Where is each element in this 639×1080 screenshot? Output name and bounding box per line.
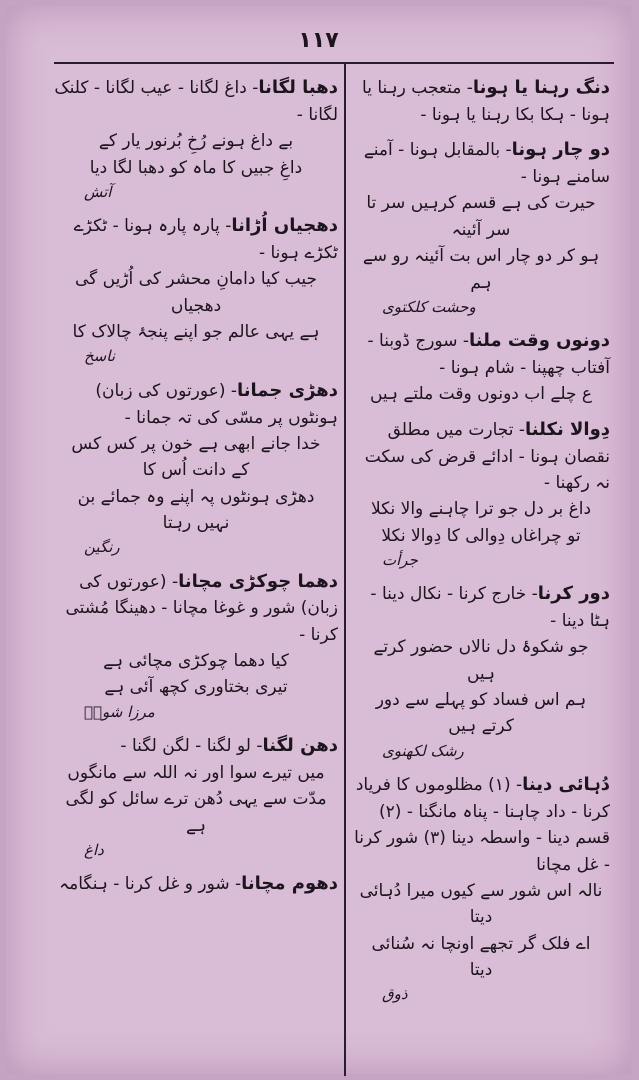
verse-line: حیرت کی ہے قسم کرہیں سر تا سر آئینہ (366, 193, 596, 240)
entry-paragraph (352, 327, 610, 381)
column-divider (344, 64, 346, 1076)
entry-paragraph (54, 212, 338, 266)
verse-line: ہو کر دو چار اس بت آئینہ رو سے ہم (362, 246, 600, 293)
entry-paragraph (352, 771, 610, 878)
verse-line: جیب کیا دامانِ محشر کی اُڑیں گی دھجیاں (75, 269, 317, 316)
dictionary-entry (352, 136, 610, 319)
entry-definition: - متعجب رہنا یا ہونا - ہکا بکا رہنا یا ہونا - (362, 78, 610, 125)
entry-definition: - تجارت میں مطلق نقصان ہونا - ادائے قرض کی سکت نہ رکھنا - (364, 419, 610, 493)
poet-name: رشک لکھنوی (382, 741, 464, 760)
poet-name: مرزا شوقؔ (84, 702, 155, 721)
entry-definition: - لو لگنا - لگن لگنا - (120, 736, 263, 757)
poet-name: وحشت کلکتوی (382, 297, 476, 316)
entry-paragraph (54, 74, 338, 128)
entry-definition: - (عورتوں کی زبان) شور و غوغا مچانا - دھینگا مُشتی کرنا - (65, 571, 338, 645)
entry-headword: دنگ رہنا یا ہونا (472, 77, 610, 98)
poet-name: رنگین (84, 538, 120, 557)
verse-line: داغ بر دل جو ترا چاہنے والا نکلا (370, 499, 592, 520)
right-column (352, 74, 610, 1015)
left-column (54, 74, 338, 906)
dictionary-entry (54, 212, 338, 369)
entry-headword: دِوالا نکلنا (525, 418, 610, 440)
entry-definition: - شور و غل کرنا - ہنگامہ (59, 874, 242, 895)
entry-headword: دونوں وقت ملنا (469, 330, 610, 352)
dictionary-entry (352, 771, 610, 1007)
dictionary-entry (54, 377, 338, 560)
entry-paragraph (54, 568, 338, 649)
poet-name: داغ (84, 840, 104, 859)
verse-line: مدّت سے یہی دُھن ترے سائل کو لگی ہے (65, 789, 327, 836)
dictionary-entry (54, 870, 338, 898)
entry-paragraph (352, 416, 610, 497)
verse-line: تو چراغاں دِوالی کا دِوالا نکلا (381, 525, 581, 546)
entry-definition: - بالمقابل ہونا - آمنے سامنے ہونا - (363, 140, 610, 188)
page (6, 6, 631, 1074)
verse-line: بے داغ ہونے رُخِ بُرنور یار کے (98, 131, 294, 152)
entry-definition: - داغ لگانا - عیب لگانا - کلنک لگانا - (54, 78, 338, 125)
entry-paragraph (352, 136, 610, 190)
entry-headword: دُہائی دینا (522, 774, 610, 796)
dictionary-entry (352, 327, 610, 408)
entry-paragraph (352, 580, 610, 634)
verse-line: کیا دھما چوکڑی مچائی ہے (103, 651, 289, 672)
entry-definition: - پارہ پارہ ہونا - ٹکڑے ٹکڑے ہونا - (73, 216, 338, 264)
poet-name: جرأت (382, 550, 418, 569)
verse-line: دھڑی ہونٹوں پہ اپنے وہ جمائے بن نہیں رہتا (77, 486, 315, 533)
entry-paragraph (54, 377, 338, 431)
verse-line: داغِ جبیں کا ماہ کو دھبا لگا دیا (89, 157, 303, 178)
verse-line: اے فلک گر تجھے اونچا نہ سُنائی دیتا (371, 933, 591, 980)
verse-line: میں تیرے سوا اور نہ اللہ سے مانگوں (67, 762, 325, 783)
verse-line: نالہ اس شور سے کیوں میرا دُہائی دیتا (359, 880, 603, 928)
poet-name: آتش (84, 182, 112, 201)
dictionary-entry (54, 732, 338, 862)
verse-line: تیری بختاوری کچھ آئی ہے (104, 677, 288, 698)
dictionary-entry (54, 74, 338, 204)
entry-definition: - سورج ڈوبنا - آفتاب چھپنا - شام ہونا - (367, 331, 610, 378)
verse-line: خدا جانے ابھی ہے خون پر کس کس کے دانت اُس کا (71, 433, 321, 481)
entry-definition: - خارج کرنا - نکال دینا - ہٹا دینا - (370, 584, 610, 632)
entry-headword: دھما چوکڑی مچانا (178, 570, 338, 592)
poet-name: ذوق (382, 985, 408, 1004)
entry-headword: دھن لگنا (262, 735, 338, 757)
entry-headword: دھبا لگانا (258, 77, 338, 98)
dictionary-entry (54, 568, 338, 725)
poet-name: ناسخ (84, 347, 115, 366)
entry-headword: دھجیاں اُڑانا (231, 215, 338, 237)
verse-line: جو شکوۂ دل نالاں حضور کرتے ہیں (373, 637, 589, 684)
entry-paragraph (54, 732, 338, 760)
verse-line: ع چلے اب دونوں وقت ملتے ہیں (369, 384, 593, 405)
dictionary-entry (352, 580, 610, 763)
entry-headword: دھڑی جمانا (237, 379, 338, 401)
entry-headword: دھوم مچانا (241, 873, 338, 895)
entry-definition: - (عورتوں کی زبان) ہونٹوں پر مسّی کی تہ جمانا - (95, 380, 338, 428)
verse-line: ہے یہی عالم جو اپنے پنجۂ چالاک کا (72, 322, 320, 343)
entry-paragraph (54, 870, 338, 898)
entry-headword: دور کرنا (537, 583, 610, 605)
entry-paragraph (352, 74, 610, 128)
verse-line: ہم اس فساد کو پہلے سے دور کرتے ہیں (375, 690, 587, 737)
dictionary-entry (352, 74, 610, 128)
dictionary-frame (54, 62, 614, 1074)
entry-headword: دو چار ہونا (511, 139, 610, 161)
entry-definition: - (۱) مظلوموں کا فریاد کرنا - داد چاہنا - پناہ مانگنا - (۲) قسم دینا - واسطہ دینا (۳) شور کرنا - غل مچانا (354, 775, 610, 875)
dictionary-entry (352, 416, 610, 573)
page-number: ۱۱۷ (298, 28, 339, 53)
